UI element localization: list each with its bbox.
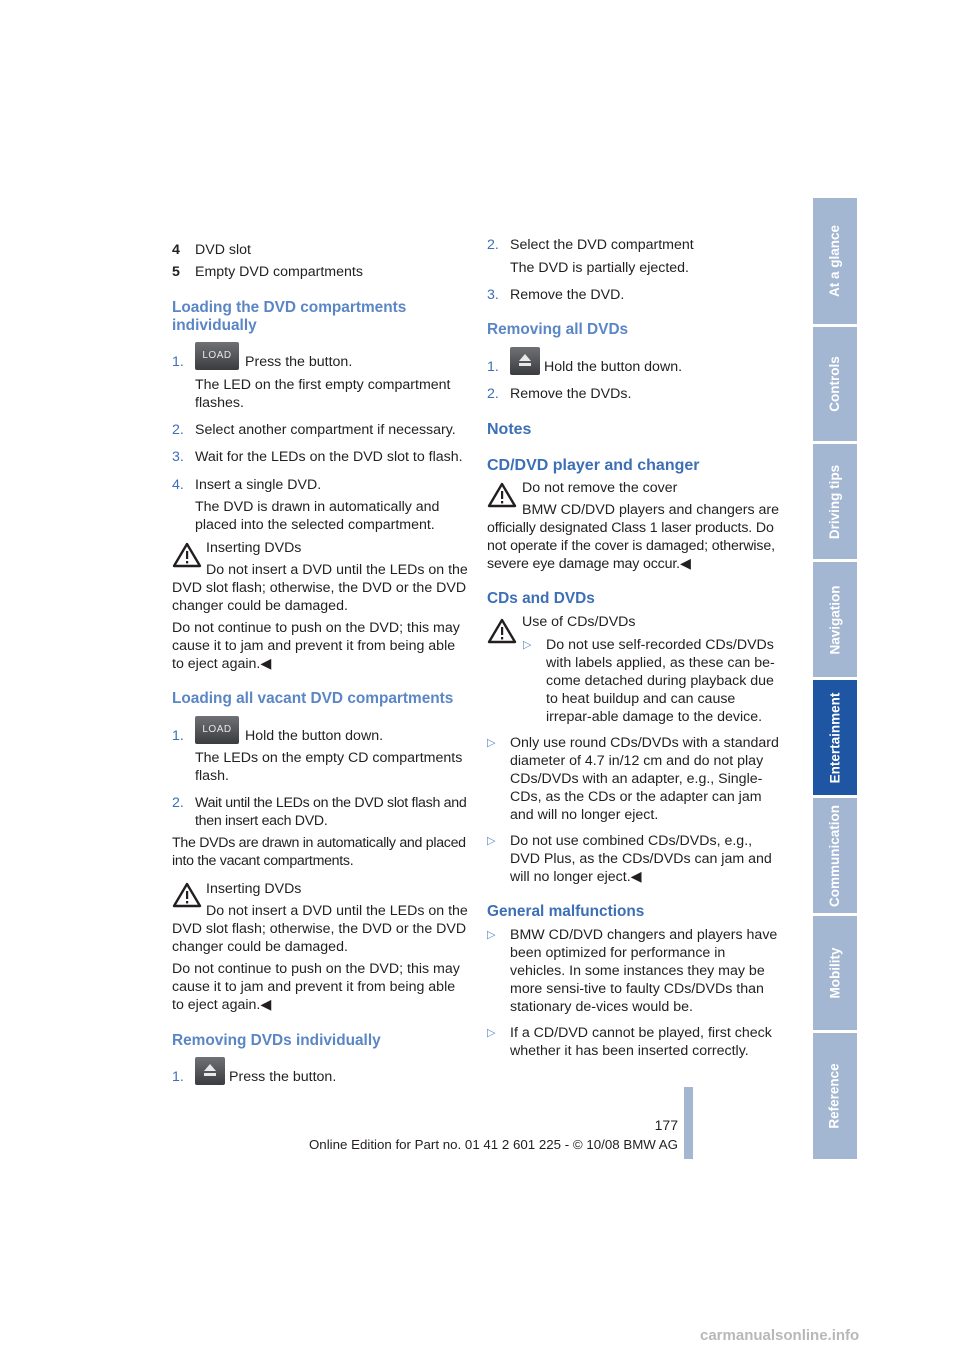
warning-paragraph: Do not continue to push on the DVD; this may cause it to jam and prevent it from being able to eject again.◀: [172, 961, 460, 1013]
bullet-text: BMW CD/DVD changers and players have been optimized for performance in vehicles. In some instances they may be more sensi-tive to faulty CDs/DVDs than stationary de-vices would be.: [510, 927, 778, 1015]
sidebar-tab-driving-tips[interactable]: [813, 444, 857, 559]
step-subtext: The DVD is partially ejected.: [510, 260, 689, 276]
warning-title: Inserting DVDs: [206, 540, 302, 556]
eject-button-icon: [195, 1057, 225, 1085]
step-text: Hold the button down.: [544, 359, 683, 375]
legend-text: DVD slot: [195, 242, 251, 258]
sidebar-tab-label: Controls: [827, 356, 842, 412]
warning-icon: [487, 481, 517, 509]
step-number: 2.: [172, 422, 184, 438]
warning-text: DVD slot flash; otherwise, the DVD or the DVD changer could be damaged.: [172, 580, 467, 614]
page-number: 177: [654, 1117, 678, 1133]
sidebar-tab-at-a-glance[interactable]: [813, 198, 857, 324]
bullet-icon: ▷: [487, 1027, 496, 1039]
section-heading: Removing DVDs individually: [172, 1032, 381, 1049]
warning-title: Use of CDs/DVDs: [522, 614, 636, 630]
step-text: Press the button.: [245, 354, 353, 370]
warning-text-first: Do not insert a DVD until the LEDs on the: [206, 903, 468, 919]
step-number: 4.: [172, 477, 184, 493]
warning-text: DVD slot flash; otherwise, the DVD or the DVD changer could be damaged.: [172, 921, 467, 955]
paragraph: The DVDs are drawn in automatically and placed into the vacant compartments.: [172, 835, 466, 869]
warning-title: Inserting DVDs: [206, 881, 302, 897]
step-text: Press the button.: [229, 1069, 337, 1085]
eject-button-icon: [510, 347, 540, 375]
sidebar-tab-navigation[interactable]: [813, 562, 857, 677]
step-text: Select another compartment if necessary.: [195, 422, 456, 438]
subsection-heading: CD/DVD player and changer: [487, 457, 700, 474]
watermark: carmanualsonline.info: [700, 1327, 860, 1344]
bullet-text: If a CD/DVD cannot be played, first check whether it has been inserted correctly.: [510, 1025, 772, 1059]
step-number: 3.: [172, 449, 184, 465]
legend-number: 5: [172, 264, 180, 280]
warning-icon: [172, 541, 202, 569]
step-number: 1.: [172, 354, 184, 370]
sidebar-tab-communication[interactable]: [813, 798, 857, 913]
bullet-icon: ▷: [487, 835, 496, 847]
load-label: LOAD: [202, 724, 232, 735]
bullet-icon: ▷: [487, 929, 496, 941]
warning-paragraph: Do not continue to push on the DVD; this may cause it to jam and prevent it from being able to eject again.◀: [172, 620, 460, 672]
step-text: Select the DVD compartment: [510, 237, 694, 253]
step-text: Remove the DVDs.: [510, 386, 632, 402]
legend-text: Empty DVD compartments: [195, 264, 363, 280]
step-number: 1.: [487, 359, 499, 375]
footer-accent-bar: [684, 1087, 693, 1159]
legend-number: 4: [172, 242, 180, 258]
sidebar-tab-label: Driving tips: [827, 464, 843, 539]
sidebar-tab-label: At a glance: [827, 224, 842, 298]
bullet-text: Do not use self-recorded CDs/DVDs with labels applied, as these can be-come detached during playback due to heat buildup and can cause irrepar-able damage to the device.: [546, 637, 775, 725]
warning-title: Do not remove the cover: [522, 480, 678, 496]
sidebar-tab-label: Communication: [827, 804, 843, 907]
section-heading: Loading all vacant DVD compartments: [172, 690, 454, 707]
subsection-heading: General malfunctions: [487, 903, 645, 920]
warning-text-first: BMW CD/DVD players and changers are: [522, 502, 780, 518]
footer-edition: Online Edition for Part no. 01 41 2 601 225 - © 10/08 BMW AG: [308, 1137, 678, 1152]
bullet-icon: ▷: [523, 639, 532, 651]
sidebar-tab-label: Mobility: [827, 947, 842, 999]
step-subtext: The LEDs on the empty CD compartments flash.: [195, 750, 463, 784]
step-text: Hold the button down.: [245, 728, 384, 744]
sidebar-tab-mobility[interactable]: [813, 916, 857, 1030]
warning-text-first: Do not insert a DVD until the LEDs on the: [206, 562, 468, 578]
bullet-text: Only use round CDs/DVDs with a standard diameter of 4.7 in/12 cm and do not play CDs/DVDs with an adapter, e.g., Single-CDs, as the CDs or the adapter can jam and will no longer eject.: [510, 735, 779, 823]
step-number: 1.: [172, 728, 184, 744]
step-text: Remove the DVD.: [510, 287, 625, 303]
bullet-icon: ▷: [487, 737, 496, 749]
step-number: 2.: [487, 386, 499, 402]
step-number: 2.: [487, 237, 499, 253]
step-number: 3.: [487, 287, 499, 303]
section-heading: Loading the DVD compartments individually: [172, 299, 407, 334]
section-heading: Notes: [487, 421, 532, 438]
eject-icon: [518, 354, 532, 368]
sidebar-tab-label: Navigation: [827, 584, 843, 655]
step-text: Insert a single DVD.: [195, 477, 322, 493]
sidebar-tab-label: Reference: [827, 1063, 843, 1129]
bullet-text: Do not use combined CDs/DVDs, e.g., DVD Plus, as the CDs/DVDs can jam and will no longer eject.◀: [510, 833, 772, 885]
load-label: LOAD: [202, 350, 232, 361]
step-number: 2.: [172, 795, 184, 811]
sidebar-tab-reference[interactable]: [813, 1033, 857, 1159]
load-button-icon: [195, 716, 239, 744]
sidebar-tab-controls[interactable]: [813, 327, 857, 441]
warning-icon: [172, 881, 202, 909]
step-subtext: The DVD is drawn in automatically and placed into the selected compartment.: [195, 499, 440, 533]
sidebar-tab-label: Entertainment: [827, 692, 843, 783]
section-heading: Removing all DVDs: [487, 321, 629, 338]
warning-icon: [487, 617, 517, 645]
warning-text: officially designated Class 1 laser products. Do not operate if the cover is damaged; otherwise, severe eye damage may occur.◀: [487, 520, 775, 572]
step-number: 1.: [172, 1069, 184, 1085]
step-subtext: The LED on the first empty compartment flashes.: [195, 377, 451, 411]
load-button-icon: [195, 342, 239, 370]
sidebar-tab-entertainment[interactable]: [813, 680, 857, 795]
step-text: Wait for the LEDs on the DVD slot to flash.: [195, 449, 463, 465]
subsection-heading: CDs and DVDs: [487, 590, 595, 607]
step-text: Wait until the LEDs on the DVD slot flash and then insert each DVD.: [195, 795, 467, 829]
eject-icon: [203, 1064, 217, 1078]
